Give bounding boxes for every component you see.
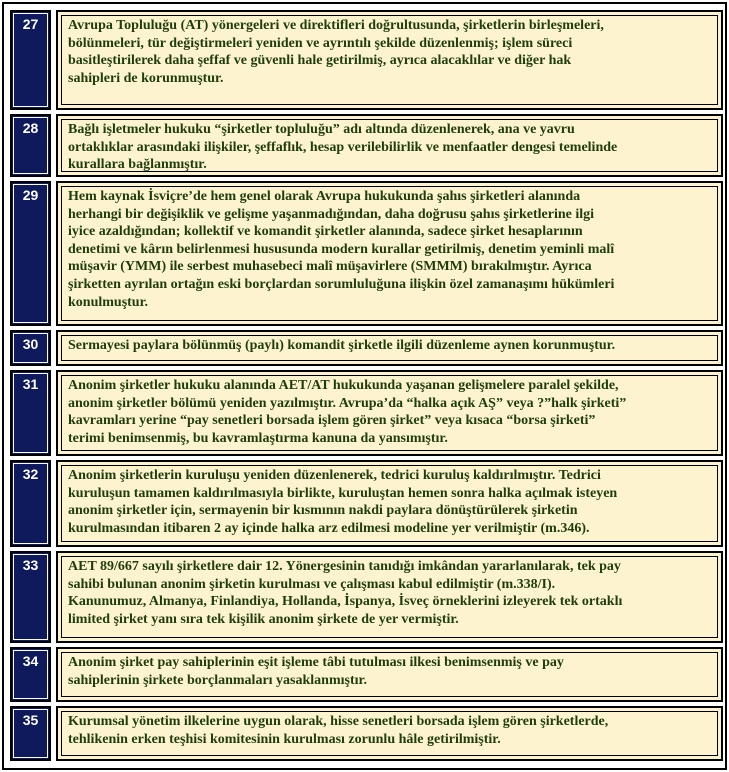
articles-table — [2, 2, 727, 770]
row-text: Kurumsal yönetim ilkelerine uygun olarak, hisse senetleri borsada işlem gören şirketlerde, tehlikenin erken teşhisi komitesinin kurulması zorunlu hâle getirilmiştir. — [68, 714, 609, 747]
row-number: 35 — [10, 706, 51, 761]
row-number: 32 — [10, 460, 51, 547]
row-number: 27 — [10, 10, 51, 110]
row-text: Bağlı işletmeler hukuku “şirketler topluluğu” adı altında düzenlenerek, ana ve yavru ortaklıklar arasındaki ilişkiler, şeffaflık, hesap verilebilirlik ve menfaatler dengesi temelinde kurallara bağlanmıştır. — [68, 122, 618, 173]
row-text-cell — [56, 181, 723, 326]
row-text-cell — [56, 706, 723, 761]
row-text: Hem kaynak İsviçre’de hem genel olarak Avrupa hukukunda şahıs şirketleri alanında herhangi bir değişiklik ve gelişme yaşanmadığından, daha doğrusu şahıs şirketlerine ilgi iyice azaldığından; kollektif ve komandit şirketler alanında, sadece şirket hesaplarının denetimi ve kârın belirlenmesi hususunda modern kurallar getirilmiş, denetim yeminli malî müşavir (YMM) ile serbest muhasebeci malî müşavirlere (SMMM) bırakılmıştır. Ayrıca şirketten ayrılan ortağın eski borçlardan sorumluluğuna ilişkin özel zamanaşımı hükümleri konulmuştur. — [68, 189, 615, 310]
table-row — [10, 460, 723, 547]
row-text: AET 89/667 sayılı şirketlere dair 12. Yönergesinin tanıdığı imkândan yararlanılarak, tek pay sahibi bulunan anonim şirketin kurulması ve çalışması kabul edilmiştir (m.338/I). Kanunumuz, Almanya, Finlandiya, Hollanda, İspanya, İsveç örneklerini izleyerek tek ortaklı limited şirket yanı sıra tek kişilik anonim şirkete de yer vermiştir. — [68, 559, 623, 627]
row-text-cell — [56, 370, 723, 456]
row-number: 33 — [10, 551, 51, 643]
table-row — [10, 706, 723, 761]
table-row — [10, 114, 723, 177]
row-text: Anonim şirket pay sahiplerinin eşit işleme tâbi tutulması ilkesi benimsenmiş ve pay sahiplerinin şirkete borçlanmaları yasaklanmıştır. — [68, 655, 564, 688]
row-text: Anonim şirketler hukuku alanında AET/AT hukukunda yaşanan gelişmelere paralel şekilde, anonim şirketler bölümü yeniden yazılmıştır. Avrupa’da “halka açık AŞ” veya ?”halk şirketi” kavramları yerine “pay senetleri borsada işlem gören şirket” veya kısaca “borsa şirketi” terimi benimsenmiş, bu kavramlaştırma kanuna da yansımıştır. — [68, 378, 627, 446]
row-text-cell — [56, 647, 723, 702]
table-row — [10, 330, 723, 366]
row-number: 28 — [10, 114, 51, 177]
row-text-cell — [56, 10, 723, 110]
table-row — [10, 181, 723, 326]
table-row — [10, 551, 723, 643]
row-number: 30 — [10, 330, 51, 366]
row-text: Avrupa Topluluğu (AT) yönergeleri ve direktifleri doğrultusunda, şirketlerin birleşmeleri, bölünmeleri, tür değiştirmeleri yeniden ve ayrıntılı şekilde düzenlenmiş; işlem süreci basitleştirilerek daha şeffaf ve güvenli hale getirilmiş, ayrıca alacaklılar ve diğer hak sahipleri de korunmuştur. — [68, 18, 604, 86]
row-text-cell — [56, 330, 723, 366]
table-row — [10, 10, 723, 110]
row-text-cell — [56, 460, 723, 547]
row-number: 29 — [10, 181, 51, 326]
row-text: Sermayesi paylara bölünmüş (paylı) komandit şirketle ilgili düzenleme aynen korunmuştur. — [68, 338, 616, 353]
row-text-cell — [56, 551, 723, 643]
row-text: Anonim şirketlerin kuruluşu yeniden düzenlenerek, tedrici kuruluş kaldırılmıştır. Tedrici kuruluşun tamamen kaldırılmasıyla birlikte, kuruluştan hemen sonra halka açılmak isteyen anonim şirketler için, sermayenin bir kısmının nakdi paylara dönüştürülerek şirketin kurulmasından itibaren 2 ay içinde halka arz edilmesi modeline yer verilmiştir (m.346). — [68, 468, 618, 536]
table-row — [10, 647, 723, 702]
row-text-cell — [56, 114, 723, 177]
row-number: 34 — [10, 647, 51, 702]
table-row — [10, 370, 723, 456]
row-number: 31 — [10, 370, 51, 456]
